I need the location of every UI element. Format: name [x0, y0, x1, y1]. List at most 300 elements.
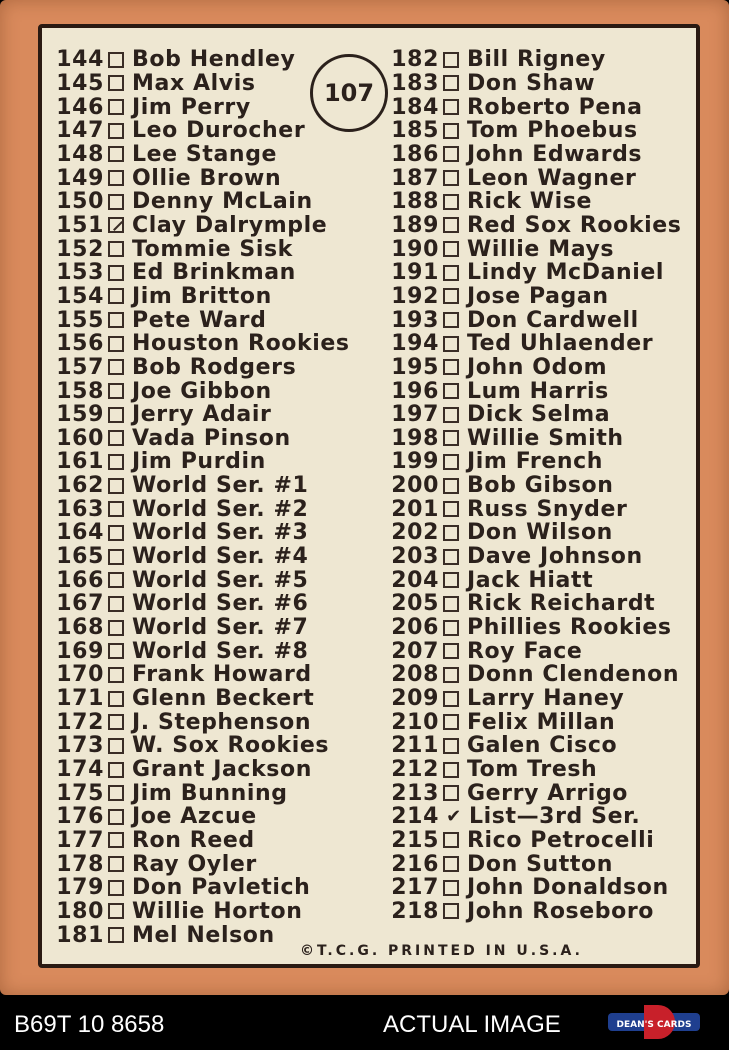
card-number: 162 [56, 473, 104, 499]
checklist-row [391, 450, 681, 474]
card-number: 152 [56, 236, 104, 262]
card-number: 166 [56, 567, 104, 593]
checkbox[interactable] [108, 170, 124, 186]
card-number: 175 [56, 780, 104, 806]
checklist-row [391, 308, 681, 332]
checkbox[interactable] [443, 525, 459, 541]
card-number: 216 [391, 851, 439, 877]
checklist-row [56, 237, 350, 261]
checkbox[interactable] [443, 785, 459, 801]
checklist-row [56, 190, 350, 214]
checkbox[interactable] [108, 146, 124, 162]
card-number: 210 [391, 709, 439, 735]
checklist-row [391, 829, 681, 853]
checklist-row [56, 308, 350, 332]
checklist-row [391, 356, 681, 380]
checkbox[interactable] [443, 738, 459, 754]
card-number: 186 [391, 141, 439, 167]
checkbox[interactable] [443, 383, 459, 399]
checklist-row [391, 592, 681, 616]
checkbox[interactable] [108, 762, 124, 778]
player-name: World Ser. #6 [132, 591, 309, 617]
checkbox[interactable] [443, 407, 459, 423]
checklist-row [56, 568, 350, 592]
checkbox[interactable] [108, 454, 124, 470]
player-name: World Ser. #5 [132, 567, 309, 593]
checkbox[interactable] [443, 430, 459, 446]
player-name: Jose Pagan [467, 283, 609, 309]
card-number: 188 [391, 189, 439, 215]
checklist-row [391, 852, 681, 876]
card-number: 193 [391, 307, 439, 333]
checkbox[interactable] [443, 620, 459, 636]
checkbox[interactable] [443, 454, 459, 470]
card-number: 214 [391, 804, 439, 830]
checkbox[interactable] [108, 832, 124, 848]
checkbox[interactable] [108, 927, 124, 943]
checkbox[interactable] [108, 265, 124, 281]
player-name: John Edwards [467, 141, 643, 167]
player-name: Roy Face [467, 638, 583, 664]
player-name: Bob Gibson [467, 473, 614, 499]
checkbox[interactable] [443, 99, 459, 115]
player-name: Leon Wagner [467, 165, 637, 191]
checkbox[interactable] [443, 52, 459, 68]
player-name: Willie Smith [467, 425, 624, 451]
checkbox[interactable] [443, 146, 459, 162]
checklist-row [56, 497, 350, 521]
checklist-row [56, 72, 350, 96]
deans-cards-logo [608, 1003, 700, 1041]
card-number: 149 [56, 165, 104, 191]
checklist-row [391, 781, 681, 805]
checkbox[interactable] [443, 880, 459, 896]
card-number: 169 [56, 638, 104, 664]
checkbox[interactable] [443, 832, 459, 848]
player-name: Tom Tresh [467, 757, 598, 783]
checkbox[interactable] [443, 762, 459, 778]
checklist-row [391, 663, 681, 687]
card-number: 182 [391, 47, 439, 73]
player-name: John Roseboro [467, 898, 654, 924]
card-number: 201 [391, 496, 439, 522]
checklist-row [56, 545, 350, 569]
checklist-row [56, 592, 350, 616]
checklist-row [391, 568, 681, 592]
card-number: 156 [56, 331, 104, 357]
checkbox[interactable] [108, 430, 124, 446]
checkbox[interactable] [108, 52, 124, 68]
player-name: Roberto Pena [467, 94, 643, 120]
player-name: Pete Ward [132, 307, 267, 333]
player-name: John Donaldson [467, 875, 669, 901]
checklist-row [391, 143, 681, 167]
card-number-badge: 107 [310, 54, 388, 132]
player-name: Bill Rigney [467, 47, 606, 73]
checklist-row [56, 143, 350, 167]
player-name: Don Sutton [467, 851, 614, 877]
checklist-row [391, 166, 681, 190]
player-name: List—3rd Ser. [469, 804, 641, 830]
player-name: Bob Rodgers [132, 354, 297, 380]
checklist-row [56, 900, 350, 924]
checkbox[interactable] [443, 596, 459, 612]
card-number: 154 [56, 283, 104, 309]
checkbox[interactable] [108, 549, 124, 565]
player-name: Frank Howard [132, 662, 312, 688]
player-name: Ted Uhlaender [467, 331, 654, 357]
checkbox[interactable] [108, 478, 124, 494]
card-number: 192 [391, 283, 439, 309]
checklist-row [56, 403, 350, 427]
checklist-row [391, 119, 681, 143]
checkbox[interactable] [108, 903, 124, 919]
card-number: 150 [56, 189, 104, 215]
checklist-row [56, 214, 350, 238]
player-name: Jim Britton [132, 283, 272, 309]
player-name: World Ser. #2 [132, 496, 309, 522]
checklist-row [391, 214, 681, 238]
player-name: Ray Oyler [132, 851, 257, 877]
card-number: 179 [56, 875, 104, 901]
player-name: World Ser. #3 [132, 520, 309, 546]
player-name: Tom Phoebus [467, 118, 638, 144]
checkbox[interactable] [108, 809, 124, 825]
checklist-row [56, 805, 350, 829]
checkbox[interactable] [108, 407, 124, 423]
checklist-row [56, 781, 350, 805]
checklist-row [391, 805, 681, 829]
logo-wordmark: DEAN'S CARDS [616, 1020, 692, 1030]
card-number: 164 [56, 520, 104, 546]
player-name: Dave Johnson [467, 544, 643, 570]
checkbox[interactable] [108, 99, 124, 115]
checklist-row [391, 72, 681, 96]
checklist-row [56, 450, 350, 474]
checklist-row [56, 616, 350, 640]
checklist-row [391, 521, 681, 545]
checklist-left-column [56, 48, 350, 947]
checklist-row [391, 900, 681, 924]
card-number: 209 [391, 686, 439, 712]
checklist-row [391, 545, 681, 569]
checklist-row [56, 427, 350, 451]
card-number: 178 [56, 851, 104, 877]
card-number: 177 [56, 827, 104, 853]
checklist-row [391, 190, 681, 214]
card-number: 153 [56, 260, 104, 286]
checkbox[interactable] [108, 288, 124, 304]
checklist-row [56, 829, 350, 853]
player-name: Jim Perry [132, 94, 251, 120]
checkbox[interactable] [108, 785, 124, 801]
checkbox[interactable] [443, 903, 459, 919]
card-number: 158 [56, 378, 104, 404]
card-number: 200 [391, 473, 439, 499]
card-number: 197 [391, 402, 439, 428]
checklist-row [391, 758, 681, 782]
player-name: Bob Hendley [132, 47, 296, 73]
checkbox[interactable] [108, 643, 124, 659]
player-name: Don Pavletich [132, 875, 311, 901]
checklist-row [391, 474, 681, 498]
checklist-row [56, 285, 350, 309]
player-name: Lum Harris [467, 378, 609, 404]
checkbox[interactable] [108, 123, 124, 139]
checklist-row [56, 639, 350, 663]
card-number: 194 [391, 331, 439, 357]
card-number: 208 [391, 662, 439, 688]
player-name: Willie Horton [132, 898, 303, 924]
actual-image-label: ACTUAL IMAGE [383, 1011, 561, 1038]
checklist-row [56, 663, 350, 687]
checkbox[interactable] [108, 501, 124, 517]
checklist-row [391, 710, 681, 734]
checklist-row [391, 379, 681, 403]
checklist-row [56, 379, 350, 403]
player-name: Vada Pinson [132, 425, 291, 451]
checkbox[interactable] [443, 501, 459, 517]
checklist-row [56, 687, 350, 711]
player-name: Grant Jackson [132, 757, 312, 783]
card-code: B69T 10 8658 [14, 1011, 165, 1038]
checkbox[interactable] [443, 265, 459, 281]
checklist-row [391, 687, 681, 711]
player-name: Ron Reed [132, 827, 255, 853]
checkbox[interactable] [108, 667, 124, 683]
checklist-row [391, 285, 681, 309]
card-number: 215 [391, 827, 439, 853]
checkbox[interactable] [108, 691, 124, 707]
checklist-row [56, 95, 350, 119]
card-number: 212 [391, 757, 439, 783]
card-number: 145 [56, 70, 104, 96]
checklist-row [391, 616, 681, 640]
player-name: Gerry Arrigo [467, 780, 629, 806]
checklist-row [56, 119, 350, 143]
player-name: Red Sox Rookies [467, 212, 682, 238]
checkbox[interactable] [108, 336, 124, 352]
card-number: 190 [391, 236, 439, 262]
checkbox[interactable] [443, 549, 459, 565]
player-name: Clay Dalrymple [132, 212, 328, 238]
checklist-row [56, 852, 350, 876]
player-name: Jerry Adair [132, 402, 272, 428]
player-name: W. Sox Rookies [132, 733, 330, 759]
player-name: Felix Millan [467, 709, 616, 735]
checkbox[interactable] [108, 75, 124, 91]
card-number: 211 [391, 733, 439, 759]
player-name: Dick Selma [467, 402, 611, 428]
checkbox[interactable] [108, 525, 124, 541]
card-number: 191 [391, 260, 439, 286]
checkbox[interactable] [108, 383, 124, 399]
card-number: 206 [391, 615, 439, 641]
player-name: World Ser. #8 [132, 638, 309, 664]
card-number: 167 [56, 591, 104, 617]
card-number: 146 [56, 94, 104, 120]
player-name: Joe Gibbon [132, 378, 272, 404]
checkbox[interactable] [443, 75, 459, 91]
card-number: 205 [391, 591, 439, 617]
player-name: Ollie Brown [132, 165, 282, 191]
checkbox[interactable] [108, 217, 124, 233]
checklist-row [391, 332, 681, 356]
player-name: Jack Hiatt [467, 567, 594, 593]
player-name: World Ser. #4 [132, 544, 309, 570]
checklist-row [391, 427, 681, 451]
checkbox[interactable] [443, 643, 459, 659]
player-name: J. Stephenson [132, 709, 312, 735]
checkbox[interactable] [108, 856, 124, 872]
card-number: 199 [391, 449, 439, 475]
card-number: 157 [56, 354, 104, 380]
player-name: Ed Brinkman [132, 260, 296, 286]
card-number: 203 [391, 544, 439, 570]
player-name: Jim Bunning [132, 780, 288, 806]
checklist-row [56, 261, 350, 285]
checklist-row [391, 497, 681, 521]
card-number: 202 [391, 520, 439, 546]
card-number: 183 [391, 70, 439, 96]
player-name: Jim Purdin [132, 449, 266, 475]
checkbox[interactable] [443, 288, 459, 304]
checklist-right-column [391, 48, 681, 923]
checklist-row [56, 710, 350, 734]
card-number: 174 [56, 757, 104, 783]
player-name: Rick Wise [467, 189, 593, 215]
checkbox[interactable] [108, 738, 124, 754]
checklist-row [56, 876, 350, 900]
checklist-row [391, 403, 681, 427]
checkbox[interactable] [443, 241, 459, 257]
checkbox[interactable] [108, 880, 124, 896]
player-name: Tommie Sisk [132, 236, 293, 262]
player-name: Leo Durocher [132, 118, 306, 144]
card-number: 168 [56, 615, 104, 641]
card-number: 181 [56, 922, 104, 948]
copyright-line: ©T.C.G. PRINTED IN U.S.A. [300, 943, 583, 959]
player-name: Larry Haney [467, 686, 625, 712]
card-number: 155 [56, 307, 104, 333]
player-name: Willie Mays [467, 236, 615, 262]
checklist-row [56, 521, 350, 545]
checkbox[interactable] [443, 478, 459, 494]
checkbox[interactable] [108, 620, 124, 636]
card-number: 184 [391, 94, 439, 120]
card-number: 176 [56, 804, 104, 830]
checklist-row [391, 261, 681, 285]
player-name: Joe Azcue [132, 804, 257, 830]
card-number: 185 [391, 118, 439, 144]
card-number: 170 [56, 662, 104, 688]
card-number: 217 [391, 875, 439, 901]
card-number: 159 [56, 402, 104, 428]
card-number: 195 [391, 354, 439, 380]
checkbox[interactable] [108, 241, 124, 257]
card-number: 173 [56, 733, 104, 759]
checkbox[interactable] [108, 596, 124, 612]
checkbox[interactable] [443, 667, 459, 683]
card-number: 180 [56, 898, 104, 924]
checkbox[interactable] [443, 217, 459, 233]
checklist-row [391, 734, 681, 758]
checklist-row [56, 332, 350, 356]
checkbox[interactable] [443, 170, 459, 186]
player-name: Glenn Beckert [132, 686, 315, 712]
checkbox[interactable] [443, 691, 459, 707]
checklist-row [391, 639, 681, 663]
card-number: 148 [56, 141, 104, 167]
player-name: Lindy McDaniel [467, 260, 665, 286]
check-mark-icon: ✔ [446, 806, 462, 828]
player-name: Russ Snyder [467, 496, 628, 522]
checkbox[interactable] [108, 359, 124, 375]
checklist-row [391, 237, 681, 261]
card-number: 144 [56, 47, 104, 73]
checklist-row [56, 474, 350, 498]
checkbox[interactable] [443, 336, 459, 352]
checkbox[interactable] [443, 194, 459, 210]
card-number: 218 [391, 898, 439, 924]
checklist-row [56, 356, 350, 380]
card-number: 187 [391, 165, 439, 191]
checkbox[interactable] [108, 714, 124, 730]
checklist-row [391, 876, 681, 900]
player-name: Rico Petrocelli [467, 827, 655, 853]
player-name: Don Shaw [467, 70, 596, 96]
player-name: Don Wilson [467, 520, 613, 546]
checkbox[interactable] [108, 194, 124, 210]
card-number: 160 [56, 425, 104, 451]
player-name: Galen Cisco [467, 733, 618, 759]
card-number: 189 [391, 212, 439, 238]
checklist-panel [38, 24, 700, 968]
card-number: 207 [391, 638, 439, 664]
checklist-row [56, 758, 350, 782]
card-number: 147 [56, 118, 104, 144]
checklist-row [56, 48, 350, 72]
player-name: Lee Stange [132, 141, 278, 167]
checkbox[interactable] [108, 572, 124, 588]
card-number: 165 [56, 544, 104, 570]
checkbox[interactable] [443, 359, 459, 375]
checkbox[interactable] [108, 312, 124, 328]
player-name: Rick Reichardt [467, 591, 656, 617]
player-name: Jim French [467, 449, 604, 475]
player-name: World Ser. #1 [132, 473, 309, 499]
player-name: Mel Nelson [132, 922, 275, 948]
checklist-row [56, 166, 350, 190]
card-number: 198 [391, 425, 439, 451]
card-number: 196 [391, 378, 439, 404]
player-name: World Ser. #7 [132, 615, 309, 641]
card-number: 163 [56, 496, 104, 522]
card-number: 151 [56, 212, 104, 238]
card-number: 204 [391, 567, 439, 593]
card-number: 172 [56, 709, 104, 735]
card-number: 161 [56, 449, 104, 475]
checkbox[interactable] [443, 856, 459, 872]
player-name: Phillies Rookies [467, 615, 672, 641]
checkbox[interactable] [443, 714, 459, 730]
checkbox[interactable] [443, 123, 459, 139]
player-name: Max Alvis [132, 70, 256, 96]
checkbox[interactable] [443, 572, 459, 588]
listing-footer [0, 995, 729, 1050]
checkbox[interactable] [443, 312, 459, 328]
player-name: Houston Rookies [132, 331, 350, 357]
